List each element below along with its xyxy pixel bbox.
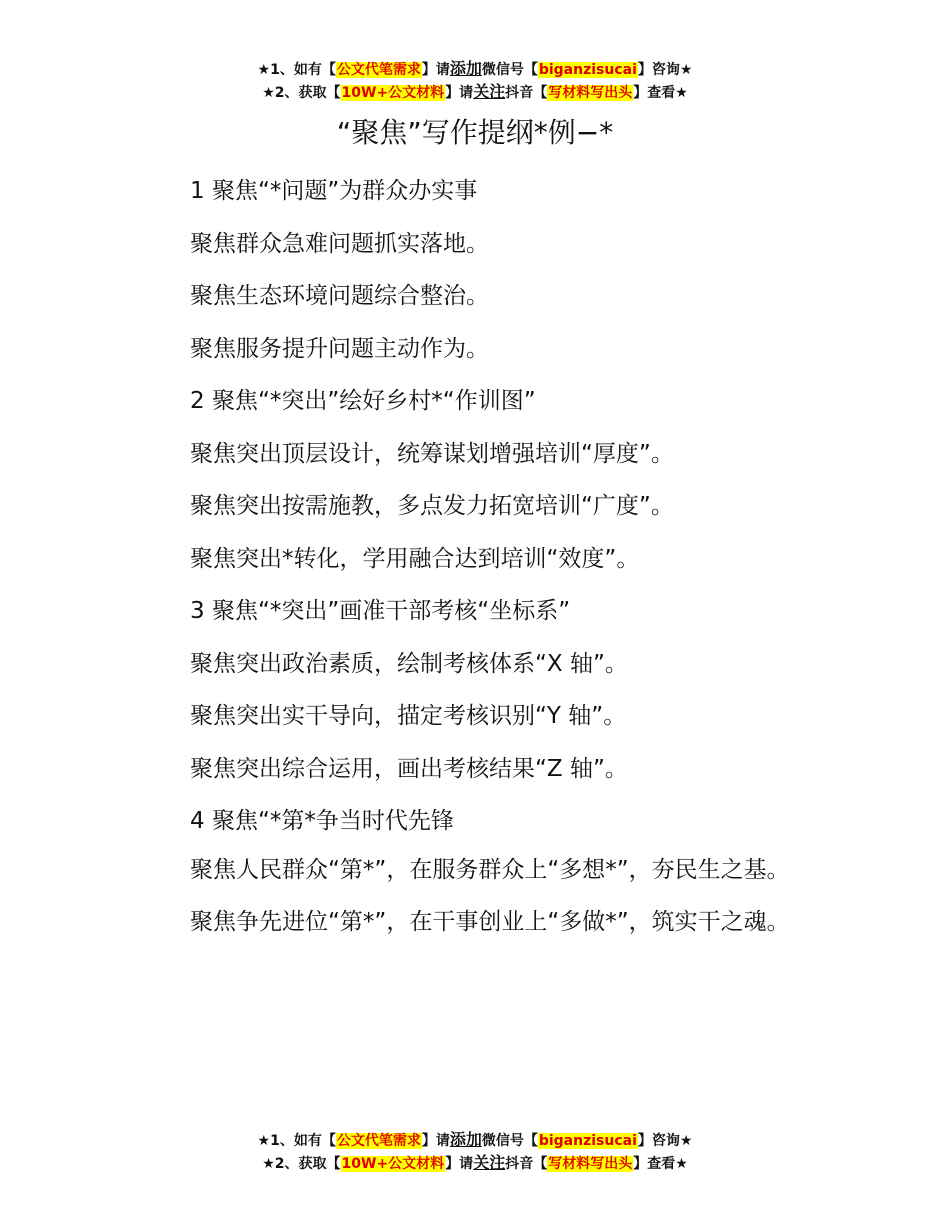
banner-text: 】请 xyxy=(445,1156,474,1172)
underlined-add: 添加 xyxy=(449,1130,482,1149)
top-banner xyxy=(0,58,950,104)
paragraph: 聚焦突出顶层设计，统筹谋划增强培训“厚度”。 xyxy=(190,440,674,467)
top-banner-line-2 xyxy=(0,81,950,104)
paragraph: 聚焦人民群众“第*”，在服务群众上“多想*”，夯民生之基。 xyxy=(190,856,790,883)
highlight-materials: 10W+公文材料 xyxy=(341,85,445,101)
section-heading-4: 4 聚焦“*第*争当时代先锋 xyxy=(190,808,454,834)
banner-text: ★2、获取【 xyxy=(262,85,341,101)
banner-text: ★2、获取【 xyxy=(262,1156,341,1172)
paragraph: 聚焦争先进位“第*”，在干事创业上“多做*”，筑实干之魂。 xyxy=(190,908,790,935)
highlight-ghostwriting: 公文代笔需求 xyxy=(336,62,421,78)
underlined-follow: 关注 xyxy=(473,82,506,101)
highlight-ghostwriting: 公文代笔需求 xyxy=(336,1133,421,1149)
banner-text: 】咨询★ xyxy=(637,1133,693,1149)
paragraph: 聚焦突出实干导向，描定考核识别“Y 轴”。 xyxy=(190,703,627,729)
document-body xyxy=(140,165,812,952)
section-heading-2: 2 聚焦“*突出”绘好乡村*“作训图” xyxy=(190,388,536,414)
section-heading-1: 1 聚焦“*问题”为群众办实事 xyxy=(190,178,478,204)
banner-text: 微信号【 xyxy=(481,1133,538,1149)
banner-text: 】咨询★ xyxy=(637,62,693,78)
banner-text: 】请 xyxy=(421,1133,450,1149)
banner-text: 抖音【 xyxy=(505,1156,548,1172)
bottom-banner xyxy=(0,1129,950,1175)
banner-text: 】查看★ xyxy=(633,1156,688,1172)
banner-text: 】查看★ xyxy=(633,85,688,101)
paragraph: 聚焦突出按需施教，多点发力拓宽培训“广度”。 xyxy=(190,493,674,519)
banner-text: 】请 xyxy=(421,62,450,78)
paragraph: 聚焦突出*转化，学用融合达到培训“效度”。 xyxy=(190,545,640,572)
highlight-wechat-id: biganzisucai xyxy=(538,1133,637,1149)
bottom-banner-line-2 xyxy=(0,1152,950,1175)
underlined-add: 添加 xyxy=(449,59,482,78)
banner-text: ★1、如有【 xyxy=(257,1133,336,1149)
paragraph: 聚焦突出政治素质，绘制考核体系“X 轴”。 xyxy=(190,650,628,677)
underlined-follow: 关注 xyxy=(473,1153,506,1172)
banner-text: 】请 xyxy=(445,85,474,101)
banner-text: 抖音【 xyxy=(505,85,548,101)
highlight-materials: 10W+公文材料 xyxy=(341,1156,445,1172)
highlight-douyin: 写材料写出头 xyxy=(548,1156,633,1172)
paragraph: 聚焦服务提升问题主动作为。 xyxy=(190,335,489,362)
section-heading-3: 3 聚焦“*突出”画准干部考核“坐标系” xyxy=(190,598,571,624)
top-banner-line-1 xyxy=(0,58,950,81)
bottom-banner-line-1 xyxy=(0,1129,950,1152)
highlight-douyin: 写材料写出头 xyxy=(548,85,633,101)
banner-text: 微信号【 xyxy=(481,62,538,78)
document-title: “聚焦”写作提纲*例−* xyxy=(336,116,614,149)
paragraph: 聚焦突出综合运用，画出考核结果“Z 轴”。 xyxy=(190,755,628,782)
banner-text: ★1、如有【 xyxy=(257,62,336,78)
paragraph: 聚焦群众急难问题抓实落地。 xyxy=(190,230,489,257)
paragraph: 聚焦生态环境问题综合整治。 xyxy=(190,283,489,309)
highlight-wechat-id: biganzisucai xyxy=(538,62,637,78)
